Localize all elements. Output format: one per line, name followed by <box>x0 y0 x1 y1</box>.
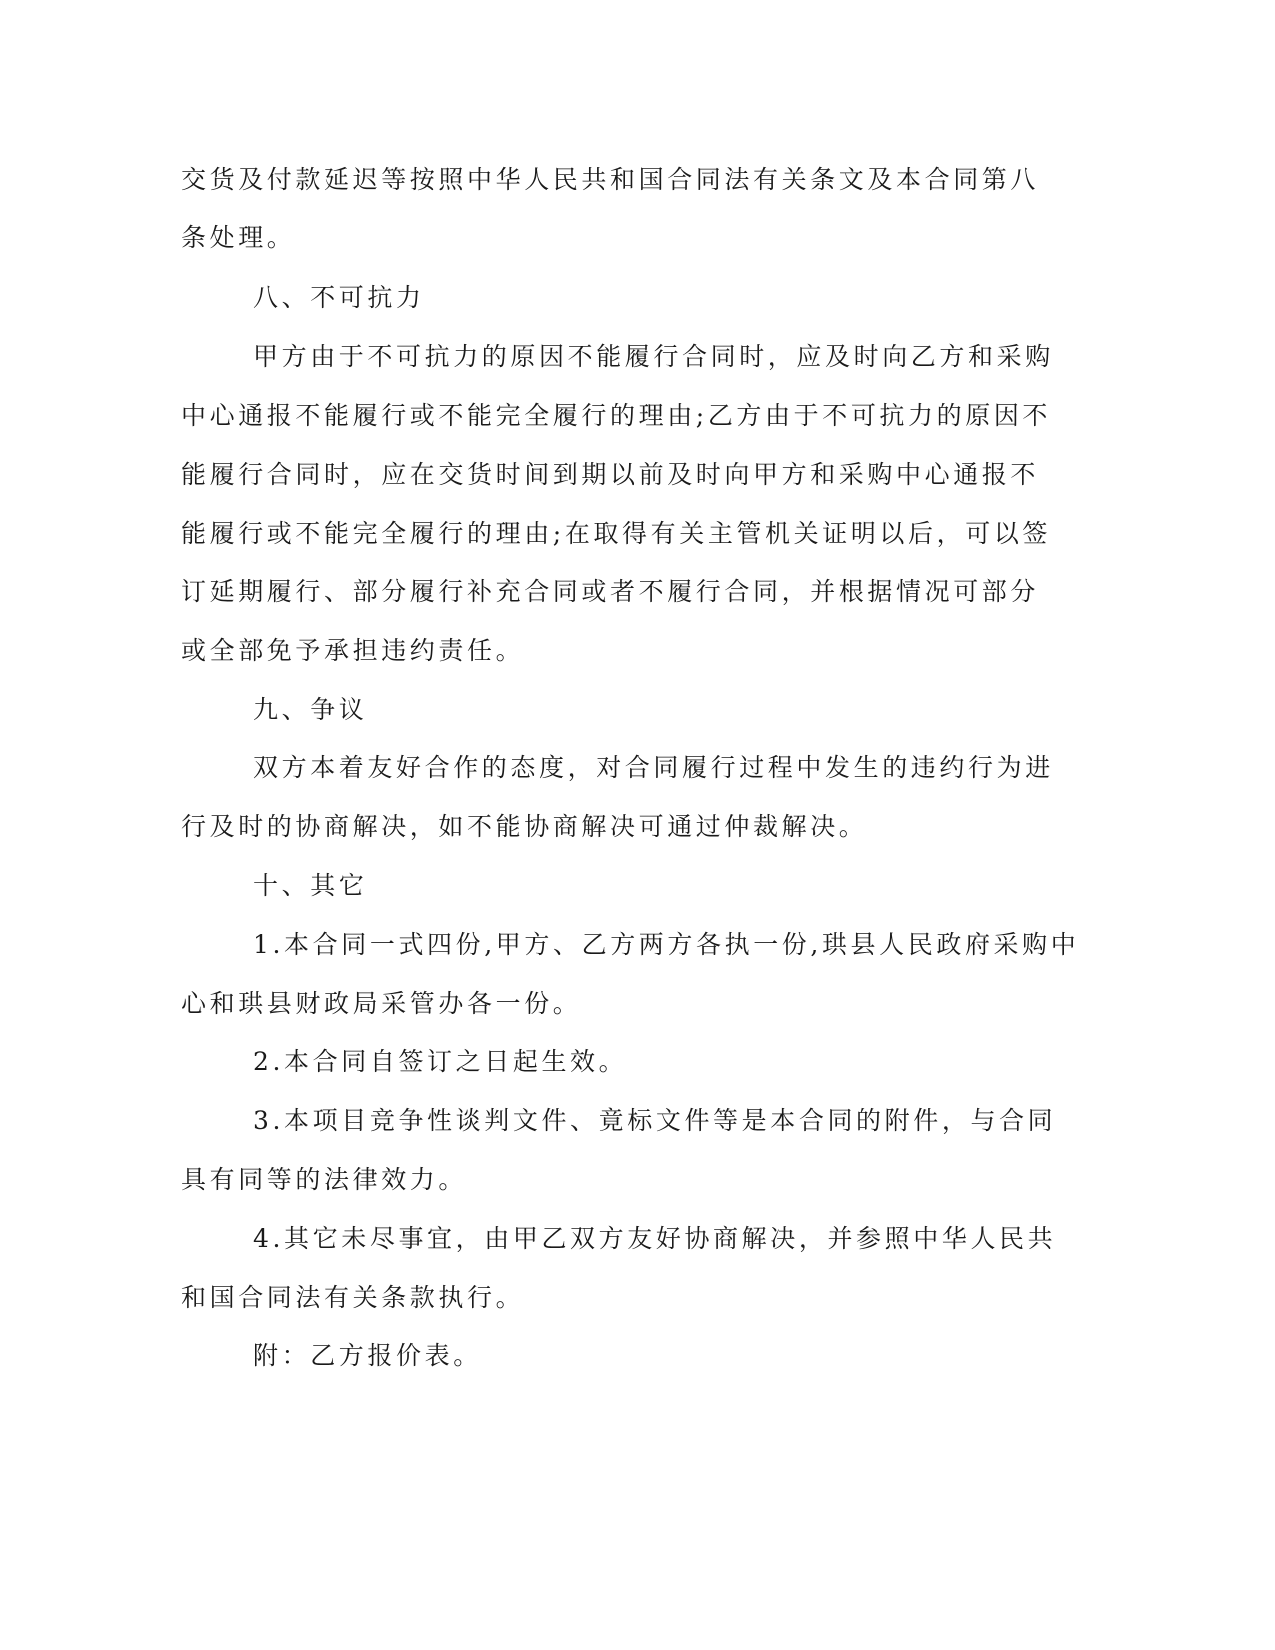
text-line: 条处理。 <box>181 223 296 252</box>
text-line: 能履行合同时，应在交货时间到期以前及时向甲方和采购中心通报不 <box>181 460 1040 489</box>
text-line: 能履行或不能完全履行的理由;在取得有关主管机关证明以后，可以签 <box>181 519 1052 548</box>
text-line: 和国合同法有关条款执行。 <box>181 1283 525 1312</box>
text-line: 或全部免予承担违约责任。 <box>181 636 525 665</box>
section-heading-dispute: 九、争议 <box>253 695 368 724</box>
text-line: 具有同等的法律效力。 <box>181 1165 468 1194</box>
section-heading-other: 十、其它 <box>253 871 368 900</box>
text-line: 中心通报不能履行或不能完全履行的理由;乙方由于不可抗力的原因不 <box>181 401 1052 430</box>
text-line: 2.本合同自签订之日起生效。 <box>253 1047 628 1076</box>
section-heading-force-majeure: 八、不可抗力 <box>253 283 425 312</box>
text-line: 订延期履行、部分履行补充合同或者不履行合同，并根据情况可部分 <box>181 577 1040 606</box>
attachment-note: 附：乙方报价表。 <box>253 1341 482 1370</box>
text-line: 3.本项目竞争性谈判文件、竟标文件等是本合同的附件，与合同 <box>253 1106 1057 1135</box>
text-line: 行及时的协商解决，如不能协商解决可通过仲裁解决。 <box>181 812 868 841</box>
text-line: 4.其它未尽事宜，由甲乙双方友好协商解决，并参照中华人民共 <box>253 1224 1057 1253</box>
text-line: 心和珙县财政局采管办各一份。 <box>181 989 582 1018</box>
text-line: 双方本着友好合作的态度，对合同履行过程中发生的违约行为进 <box>253 753 1054 782</box>
text-line: 交货及付款延迟等按照中华人民共和国合同法有关条文及本合同第八 <box>181 165 1040 194</box>
text-line: 1.本合同一式四份,甲方、乙方两方各执一份,珙县人民政府采购中 <box>253 930 1080 959</box>
text-line: 甲方由于不可抗力的原因不能履行合同时，应及时向乙方和采购 <box>253 342 1054 371</box>
